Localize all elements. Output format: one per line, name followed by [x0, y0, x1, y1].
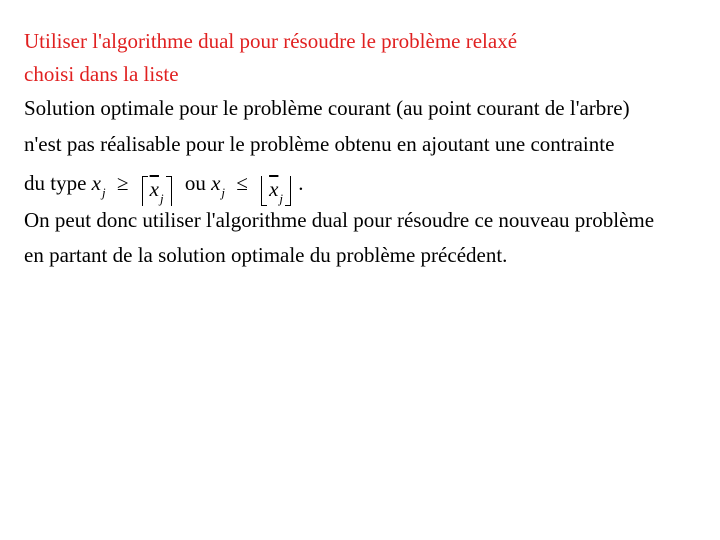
geq-symbol: ≥ — [116, 171, 129, 195]
floor-bracket — [259, 176, 293, 206]
floor-sub-j: j — [279, 191, 284, 206]
body-line-2: n'est pas réalisable pour le problème obtenu en ajoutant une contrainte — [24, 132, 615, 156]
ceiling-bracket — [140, 176, 174, 206]
constraint-formula-line — [24, 171, 304, 206]
heading-line-1: Utiliser l'algorithme dual pour résoudre le problème relaxé — [24, 29, 518, 53]
body-line-1: Solution optimale pour le problème courant (au point courant de l'arbre) — [24, 96, 630, 120]
body-line-4: en partant de la solution optimale du problème précédent. — [24, 243, 508, 267]
floor-var-x: $\overline{x}$ — [269, 177, 279, 201]
formula-ou: ou — [184, 171, 206, 195]
formula-prefix: du type — [24, 171, 87, 195]
formula-sub-j: j — [101, 185, 106, 200]
formula-sub-j2: j — [221, 185, 226, 200]
formula-var-x2: x — [211, 171, 221, 195]
ceil-var-x: $\overline{x}$ — [149, 177, 159, 201]
formula-period: . — [298, 171, 304, 195]
ceil-sub-j: j — [159, 191, 164, 206]
body-line-3: On peut donc utiliser l'algorithme dual pour résoudre ce nouveau problème — [24, 208, 655, 232]
formula-var-x: x — [91, 171, 101, 195]
leq-symbol: ≤ — [236, 171, 248, 195]
heading-line-2: choisi dans la liste — [24, 62, 179, 86]
